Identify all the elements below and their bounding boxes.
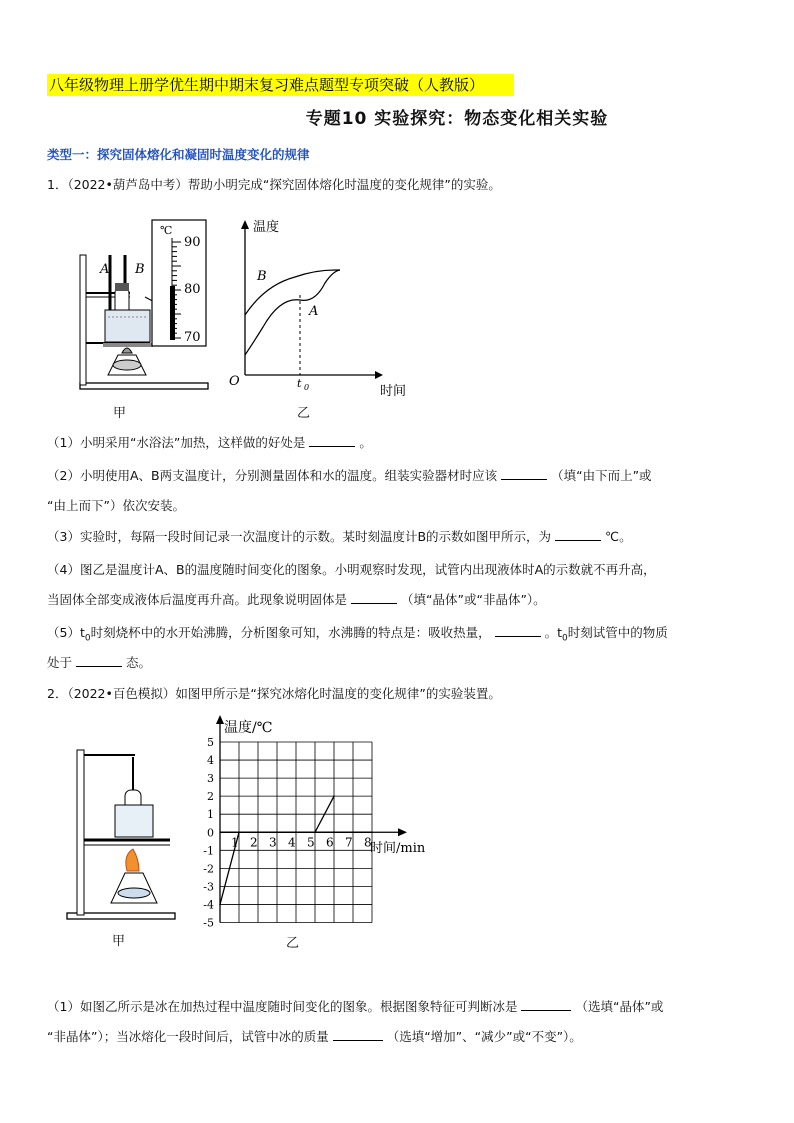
q1-blank-1[interactable]: [309, 434, 355, 447]
q2-x-tick-label: 4: [288, 835, 296, 850]
q1-fig-jia-label: 甲: [113, 406, 127, 421]
q2-x-tick-label: 6: [326, 835, 334, 850]
q1-graph-origin: O: [229, 374, 240, 389]
q2-x-tick-label: 7: [345, 835, 353, 850]
q1-fig-yi-label: 乙: [297, 406, 311, 421]
q2-fig-jia-label: 甲: [112, 934, 126, 949]
q2-data-point: [238, 831, 240, 833]
q1-sub3: （3）实验时，每隔一段时间记录一次温度计的示数。某时刻温度计B的示数如图甲所示，为 ℃。: [47, 529, 632, 544]
q2-y-tick-label: -1: [203, 844, 214, 858]
q2-blank-1[interactable]: [521, 998, 571, 1011]
q2-y-tick-label: 1: [207, 808, 214, 822]
q2-chart: [190, 712, 440, 932]
q2-chart-xlabel: 时间/min: [370, 841, 426, 856]
q1-sub2-cont: “由上而下”）依次安装。: [47, 498, 185, 513]
q1-thermo-tick-70: 70: [184, 330, 201, 345]
q2-x-arrow: [398, 828, 407, 836]
q2-stem: 2．（2022•百色模拟）如图甲所示是“探究冰熔化时温度的变化规律”的实验装置。: [47, 686, 501, 701]
q1-sub2: （2）小明使用A、B两支温度计，分别测量固体和水的温度。组装实验器材时应该 （填“由下而上”或: [47, 468, 652, 483]
page-title: 专题10 实验探究：物态变化相关实验: [305, 109, 609, 129]
q2-fig-yi-label: 乙: [286, 936, 300, 951]
q1-figure-yi: [225, 215, 415, 400]
q2-x-tick-label: 8: [364, 835, 372, 850]
q1-blank-5[interactable]: [495, 624, 541, 637]
q2-y-tick-label: 3: [207, 772, 214, 786]
q2-figure-jia: [65, 745, 180, 925]
q2-x-tick-label: 3: [269, 835, 277, 850]
q1-thermo-unit: ℃: [160, 224, 173, 237]
q2-data-point: [314, 831, 316, 833]
q1-blank-3[interactable]: [555, 528, 601, 541]
q2-x-tick-label: 5: [307, 835, 315, 850]
q1-sub4-cont: 当固体全部变成液体后温度再升高。此现象说明固体是 （填“晶体”或“非晶体”）。: [47, 592, 546, 607]
q1-fig-label-b: B: [135, 262, 145, 277]
q2-chart-ylabel: 温度/℃: [224, 720, 273, 736]
q1-graph-xlabel: 时间: [380, 384, 407, 399]
q2-x-tick-label: 2: [250, 835, 258, 850]
q1-blank-2[interactable]: [501, 467, 547, 480]
section-type-1: 类型一：探究固体熔化和凝固时温度变化的规律: [47, 147, 310, 162]
q1-sub5-cont: 处于 态。: [47, 655, 152, 670]
q2-sub1: （1）如图乙所示是冰在加热过程中温度随时间变化的图象。根据图象特征可判断冰是 （选填“晶体”或: [47, 999, 664, 1014]
q2-data-point: [333, 795, 335, 797]
q2-y-tick-label: -3: [203, 880, 214, 894]
q1-thermometer: [150, 218, 210, 350]
q2-x-tick-label: 1: [231, 835, 239, 850]
q1-thermo-tick-80: 80: [184, 282, 201, 297]
q2-y-tick-label: 2: [207, 790, 214, 804]
q2-y-tick-label: 4: [207, 754, 214, 768]
q1-sub1: （1）小明采用“水浴法”加热，这样做的好处是 。: [47, 435, 372, 450]
q2-y-tick-label: 0: [207, 826, 214, 840]
q1-graph-t0: t: [297, 377, 302, 390]
q1-graph-curve-b: B: [257, 269, 267, 284]
q1-stem: 1．（2022•葫芦岛中考）帮助小明完成“探究固体熔化时温度的变化规律”的实验。: [47, 177, 501, 192]
q1-thermo-tick-90: 90: [184, 235, 201, 250]
q1-graph-t0-sub: 0: [304, 383, 310, 392]
q2-y-tick-label: 5: [207, 736, 214, 749]
header-banner: 八年级物理上册学优生期中期末复习难点题型专项突破（人教版）: [47, 74, 514, 96]
q2-blank-2[interactable]: [333, 1028, 383, 1041]
q1-fig-label-a: A: [100, 262, 110, 277]
q2-y-tick-label: -4: [203, 898, 214, 912]
q2-y-tick-label: -5: [203, 916, 214, 930]
q1-blank-4[interactable]: [351, 591, 397, 604]
q1-blank-6[interactable]: [76, 654, 122, 667]
q1-graph-curve-a: A: [309, 304, 319, 319]
q1-sub5: $(5)t_0$时刻烧杯中的水开始沸腾，分析图象可知，水沸腾的特点是：吸收热量， 。$t_0$时刻试管中的物质: [47, 625, 668, 644]
q2-y-tick-label: -2: [203, 862, 214, 876]
q2-data-point: [219, 904, 221, 906]
q1-sub4: （4）图乙是温度计A、B的温度随时间变化的图象。小明观察时发现，试管内出现液体时A的示数就不再升高，: [47, 562, 656, 577]
q2-y-arrow: [216, 715, 224, 724]
q2-sub1-cont: “非晶体”）；当冰熔化一段时间后，试管中冰的质量 （选填“增加”、“减少”或“不变”）。: [47, 1029, 582, 1044]
q1-graph-ylabel: 温度: [253, 220, 280, 235]
